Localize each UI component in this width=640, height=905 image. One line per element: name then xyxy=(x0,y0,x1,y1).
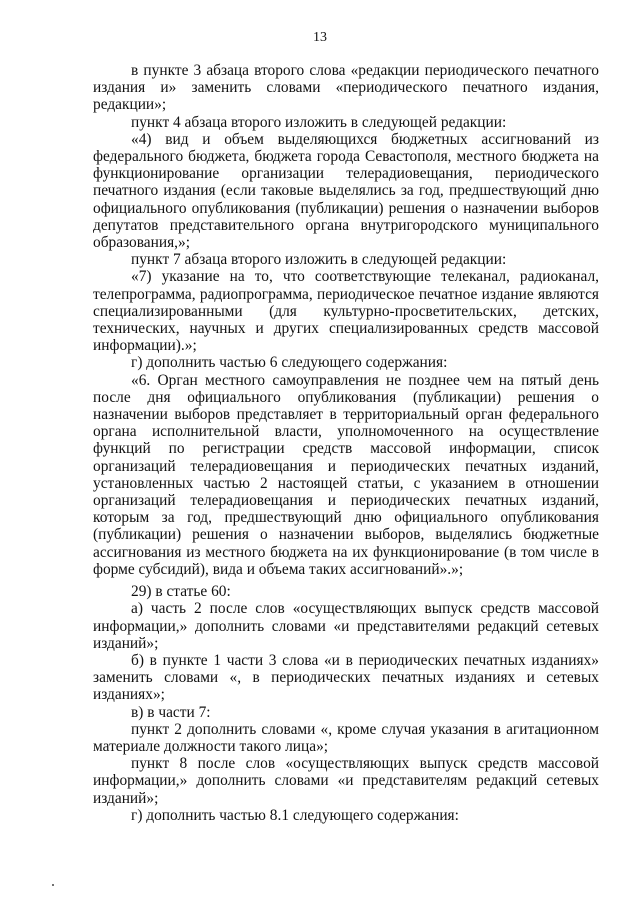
paragraph-clause-4-text: «4) вид и объем выделяющихся бюджетных ассигнований из федерального бюджета, бюджета города Севастополя, местного бюджета на функционирование организации телерадиовещания, периодического печатного издания (если таковые выделялись за год, предшествующий дню официального опубликования (публикации) решения о назначении выборов депутатов представительного органа внутригородского муниципального образования,»; xyxy=(93,130,599,252)
paragraph-item-v: в) в части 7: xyxy=(131,703,211,721)
paragraph-clause-3: в пункте 3 абзаца второго слова «редакции периодического печатного издания и» заменить словами «периодического печатного издания, редакции»; xyxy=(93,62,599,114)
paragraph-item-g: г) дополнить частью 8.1 следующего содержания: xyxy=(131,806,459,824)
paragraph-clause-4-intro: пункт 4 абзаца второго изложить в следующей редакции: xyxy=(131,113,507,131)
paragraph-clause-2-addition: пункт 2 дополнить словами «, кроме случая указания в агитационном материале должности такого лица»; xyxy=(93,720,599,755)
paragraph-item-b: б) в пункте 1 части 3 слова «и в периодических печатных изданиях» заменить словами «, в периодических печатных изданиях и сетевых изданиях»; xyxy=(93,651,599,704)
document-body xyxy=(93,62,599,824)
paragraph-clause-8-addition: пункт 8 после слов «осуществляющих выпуск средств массовой информации,» дополнить словами «и представителям редакций сетевых изданий»; xyxy=(93,755,599,807)
paragraph-clause-7-intro: пункт 7 абзаца второго изложить в следующей редакции: xyxy=(131,251,507,269)
page-number: 13 xyxy=(313,30,327,45)
scan-speck xyxy=(52,884,54,886)
paragraph-part-6-intro: г) дополнить частью 6 следующего содержания: xyxy=(131,354,448,372)
paragraph-article-60: 29) в статье 60: xyxy=(131,583,231,601)
paragraph-part-6-text: «6. Орган местного самоуправления не позднее чем на пятый день после дня официального опубликования (публикации) решения о назначении выборов представляет в территориальный орган федерального органа исполнительной власти, уполномоченного на осуществление функций по регистрации средств массовой информации, список организаций телерадиовещания и периодических печатных изданий, установленных частью 2 настоящей статьи, с указанием в отношении организаций телерадиовещания и периодических печатных изданий, которым за год, предшествующий дню официального опубликования (публикации) решения о назначении выборов, выделялись бюджетные ассигнования из местного бюджета на их функционирование (в том числе в форме субсидий), вида и объема таких ассигнований».»; xyxy=(93,371,599,578)
paragraph-item-a: а) часть 2 после слов «осуществляющих выпуск средств массовой информации,» дополнить словами «и представителями редакций сетевых изданий»; xyxy=(93,600,599,652)
paragraph-clause-7-text: «7) указание на то, что соответствующие телеканал, радиоканал, телепрограмма, радиопрограмма, периодическое печатное издание являются специализированными (для культурно-просветительских, детских, технических, научных и других специализированных средств массовой информации).»; xyxy=(93,268,599,355)
